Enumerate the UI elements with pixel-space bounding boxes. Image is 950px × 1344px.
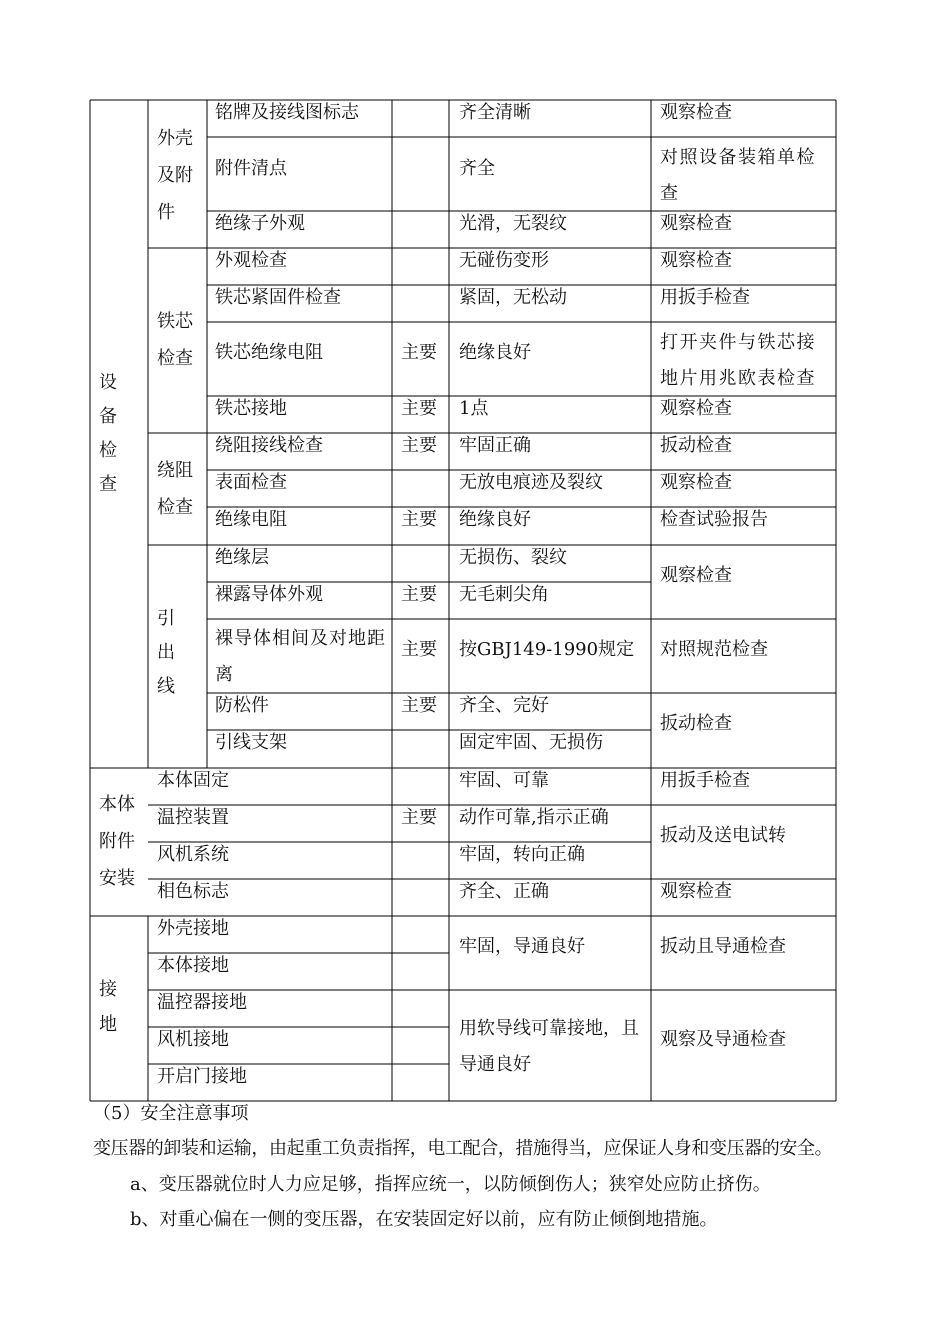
paragraph: 变压器的卸装和运输，由起重工负责指挥，电工配合，措施得当，应保证人身和变压器的安全。	[93, 1138, 833, 1159]
table-cell-method: 扳动检查	[660, 713, 732, 734]
table-cell-standard: 牢固、可靠	[459, 770, 549, 791]
table-cell-item: 铭牌及接线图标志	[215, 102, 359, 123]
table-cell-item: 铁芯接地	[215, 398, 287, 419]
subgroup-label-lead: 引出线	[157, 608, 175, 697]
table-cell-item: 本体接地	[157, 955, 229, 976]
table-cell-method: 对照规范检查	[660, 639, 768, 660]
table-cell-standard: 牢固，转向正确	[459, 844, 585, 865]
table-cell-method: 观察检查	[660, 472, 732, 493]
table-cell-standard: 绝缘良好	[459, 342, 531, 363]
table-cell-level: 主要	[401, 639, 437, 660]
table-cell-level: 主要	[401, 509, 437, 530]
table-cell-item: 绝缘子外观	[215, 213, 305, 234]
table-cell-method: 观察检查	[660, 102, 732, 123]
table-cell-standard: 绝缘良好	[459, 509, 531, 530]
table-cell-method: 用扳手检查	[660, 287, 750, 308]
subgroup-label-core: 铁芯检查	[157, 311, 193, 369]
list-item: a、变压器就位时人力应足够，指挥应统一，以防倾倒伤人；狭窄处应防止挤伤。	[130, 1174, 771, 1195]
table-cell-standard: 齐全、正确	[459, 881, 549, 902]
table-cell-level: 主要	[401, 695, 437, 716]
subgroup-label-winding: 绕阻检查	[157, 460, 193, 518]
table-cell-standard: 紧固，无松动	[459, 287, 567, 308]
table-cell-standard: 齐全、完好	[459, 695, 549, 716]
table-cell-standard: 牢固正确	[459, 435, 531, 456]
table-cell-method: 观察检查	[660, 398, 732, 419]
table-cell-method: 观察检查	[660, 250, 732, 271]
group-label-equipment-check: 设备检查	[99, 372, 117, 495]
table-cell-standard: 动作可靠,指示正确	[459, 807, 609, 828]
group-label-body-install: 本体附件安装	[99, 794, 135, 889]
table-cell-item: 温控器接地	[157, 992, 247, 1013]
table-cell-item: 引线支架	[215, 732, 287, 753]
table-cell-item: 铁芯紧固件检查	[215, 287, 341, 308]
table-cell-level: 主要	[401, 807, 437, 828]
table-cell-item: 风机接地	[157, 1029, 229, 1050]
group-label-grounding: 接地	[99, 979, 117, 1035]
table-cell-item: 附件清点	[215, 158, 287, 179]
table-cell-item: 铁芯绝缘电阻	[215, 342, 323, 363]
table-cell-method: 对照设备装箱单检查	[660, 147, 816, 204]
table-cell-standard: 无放电痕迹及裂纹	[459, 472, 603, 493]
table-cell-level: 主要	[401, 398, 437, 419]
table-cell-item: 外观检查	[215, 250, 287, 271]
table-cell-item: 绝缘层	[215, 547, 269, 568]
section-heading: （5）安全注意事项	[93, 1103, 249, 1124]
table-cell-standard: 无毛刺尖角	[459, 584, 549, 605]
table-cell-item: 风机系统	[157, 844, 229, 865]
table-cell-item: 本体固定	[157, 770, 229, 791]
table-cell-item: 相色标志	[157, 881, 229, 902]
table-cell-method: 观察及导通检查	[660, 1029, 786, 1050]
table-cell-method: 扳动且导通检查	[660, 936, 786, 957]
table-cell-item: 裸露导体外观	[215, 584, 323, 605]
table-cell-method: 用扳手检查	[660, 770, 750, 791]
table-cell-method: 观察检查	[660, 213, 732, 234]
table-cell-method: 扳动检查	[660, 435, 732, 456]
table-cell-standard: 无损伤、裂纹	[459, 547, 567, 568]
table-cell-item: 绕阻接线检查	[215, 435, 323, 456]
table-cell-standard: 无碰伤变形	[459, 250, 549, 271]
table-cell-standard: 光滑，无裂纹	[459, 213, 567, 234]
table-cell-item: 开启门接地	[157, 1066, 247, 1087]
table-cell-method: 观察检查	[660, 881, 732, 902]
table-cell-standard: 齐全	[459, 158, 495, 179]
table-cell-level: 主要	[401, 435, 437, 456]
table-cell-method: 观察检查	[660, 565, 732, 586]
subgroup-label-shell: 外壳及附件	[157, 128, 193, 223]
table-cell-item: 防松件	[215, 695, 269, 716]
table-cell-standard: 牢固，导通良好	[459, 936, 585, 957]
table-cell-level: 主要	[401, 342, 437, 363]
table-cell-level: 主要	[401, 584, 437, 605]
table-cell-method: 打开夹件与铁芯接地片用兆欧表检查	[660, 332, 816, 389]
table-cell-item: 温控装置	[157, 807, 229, 828]
table-cell-method: 检查试验报告	[660, 509, 768, 530]
table-cell-standard: 1点	[459, 398, 489, 419]
table-cell-standard: 按GBJ149-1990规定	[459, 639, 635, 660]
table-cell-method: 扳动及送电试转	[660, 825, 786, 846]
list-item: b、对重心偏在一侧的变压器，在安装固定好以前，应有防止倾倒地措施。	[130, 1209, 718, 1230]
table-cell-item: 绝缘电阻	[215, 509, 287, 530]
table-cell-standard: 用软导线可靠接地，且导通良好	[459, 1018, 639, 1075]
table-cell-standard: 齐全清晰	[459, 102, 531, 123]
table-cell-item: 裸导体相间及对地距离	[215, 628, 386, 685]
table-cell-item: 表面检查	[215, 472, 287, 493]
table-cell-standard: 固定牢固、无损伤	[459, 732, 603, 753]
table-cell-item: 外壳接地	[157, 918, 229, 939]
